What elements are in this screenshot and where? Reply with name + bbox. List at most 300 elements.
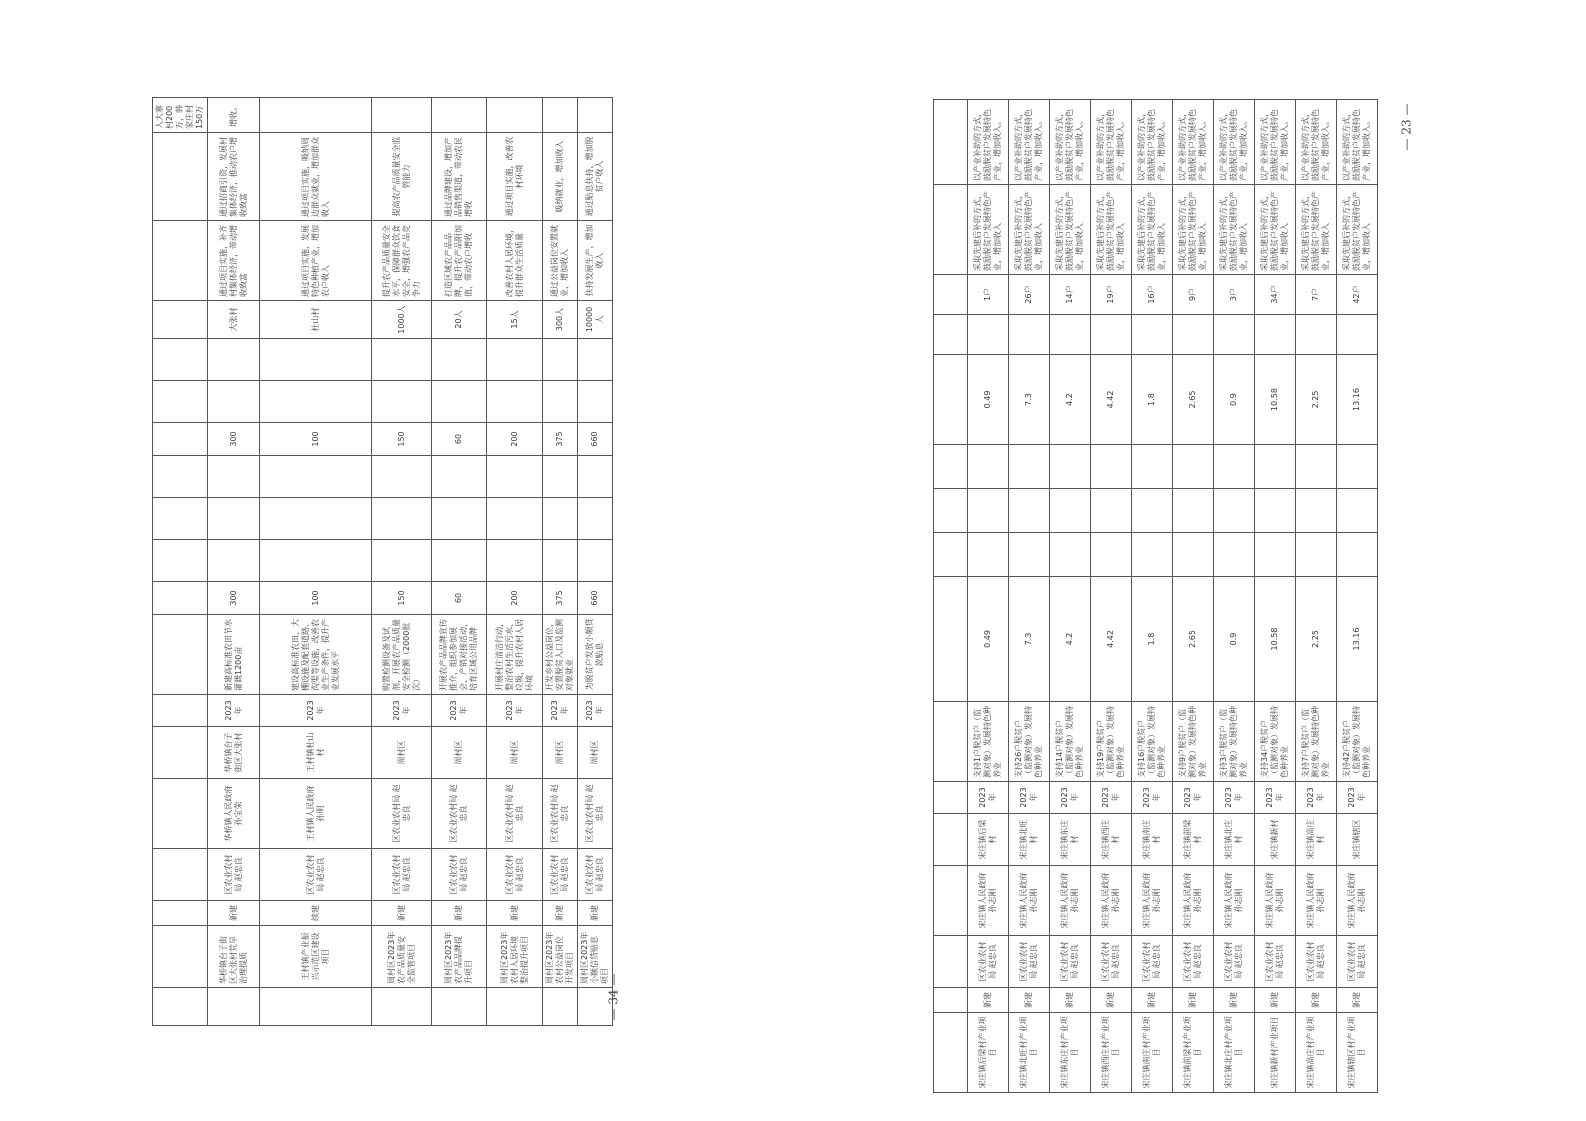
right-project-table	[933, 99, 1378, 1093]
table-cell: 2023年	[1132, 782, 1173, 814]
table-cell	[1296, 315, 1337, 355]
table-row	[1091, 100, 1132, 1093]
table-cell	[153, 540, 208, 582]
table-cell	[432, 498, 487, 540]
table-cell: 建设高标准农田、大棚设施及配套道路、沟渠等设施，改善农业生产条件，提升产业发展水平	[260, 615, 372, 695]
table-cell: 宋庄镇南庄村	[1132, 814, 1173, 866]
table-cell: 宋庄镇北旺村	[1009, 814, 1050, 866]
table-cell	[1214, 315, 1255, 355]
table-cell	[208, 540, 260, 582]
table-cell: 新建	[1214, 988, 1255, 1013]
table-cell: 4.42	[1091, 355, 1132, 445]
table-cell: 宋庄镇北庄村	[1214, 814, 1255, 866]
table-cell: 新建	[208, 901, 260, 926]
table-cell: 10.58	[1255, 355, 1296, 445]
table-cell	[1091, 315, 1132, 355]
table-cell	[153, 498, 208, 540]
table-cell: 宋庄镇后梁村	[968, 814, 1009, 866]
table-cell: 新建	[1296, 988, 1337, 1013]
table-cell	[153, 849, 208, 901]
table-cell	[153, 456, 208, 498]
table-cell: 宋庄镇西庄村产业项目	[1091, 1013, 1132, 1093]
table-cell: 采取先建后补的方式，鼓励脱贫户发展特色产业，增加收入	[1255, 185, 1296, 275]
table-cell: 吸纳就业，增加收入	[543, 133, 578, 221]
table-cell: 以产业补助的方式，鼓励脱贫户发展特色产业，增加收入。	[1050, 100, 1091, 185]
table-cell: 0.9	[1214, 577, 1255, 702]
table-cell	[153, 615, 208, 695]
table-cell	[487, 98, 543, 133]
table-cell	[934, 355, 968, 445]
table-cell: 宋庄镇东庄村	[1050, 814, 1091, 866]
table-cell: 1户	[968, 275, 1009, 315]
right-page	[793, 0, 1586, 1121]
table-cell: 宋庄镇北庄村产业项目	[1214, 1013, 1255, 1093]
table-cell: 采取先建后补的方式，鼓励脱贫户发展特色产业，增加收入	[1009, 185, 1050, 275]
table-cell: 通过贴息扶持，增加脱贫户收入	[578, 133, 613, 221]
table-cell: 14户	[1050, 275, 1091, 315]
table-cell: 华桥镇台子街区大张村	[208, 727, 260, 779]
table-cell	[153, 133, 208, 221]
table-cell: 0.49	[968, 355, 1009, 445]
table-cell: 购置检测设备及试剂，开展农产品质量安全检测（2000批次）	[372, 615, 432, 695]
table-cell	[578, 98, 613, 133]
table-cell: 19户	[1091, 275, 1132, 315]
table-cell	[578, 339, 613, 381]
table-cell	[934, 315, 968, 355]
table-cell: 开展农产品品牌宣传推介，组织参加展会、产销对接活动，培育区域公用品牌	[432, 615, 487, 695]
table-cell: 改善农村人居环境，提升群众生活质量	[487, 221, 543, 301]
table-cell	[153, 901, 208, 926]
table-cell	[260, 540, 372, 582]
table-cell	[372, 98, 432, 133]
table-cell	[1009, 315, 1050, 355]
table-cell	[372, 339, 432, 381]
table-cell: 2023年	[260, 695, 372, 727]
table-cell: 宋庄镇人民政府 孙志刚	[1255, 866, 1296, 936]
table-cell: 宋庄镇新村	[1255, 814, 1296, 866]
table-cell: 支持9户脱贫户（监测对象）发展特色种养业	[1173, 702, 1214, 782]
table-cell: 2.25	[1296, 355, 1337, 445]
table-cell: 周村区	[432, 727, 487, 779]
table-cell: 新建	[1009, 988, 1050, 1013]
table-row	[1214, 100, 1255, 1093]
table-cell: 宋庄镇人民政府 孙志刚	[1296, 866, 1337, 936]
table-cell	[543, 540, 578, 582]
table-cell	[1132, 533, 1173, 577]
table-cell: 宋庄镇人民政府 孙志刚	[1337, 866, 1378, 936]
table-cell: 支持16户脱贫户（监测对象）发展特色种养业	[1132, 702, 1173, 782]
table-cell	[1050, 533, 1091, 577]
table-cell	[1255, 489, 1296, 533]
table-cell: 2023年	[1050, 782, 1091, 814]
table-cell	[543, 339, 578, 381]
table-cell: 区农业农村局 赵忠良	[1173, 936, 1214, 988]
table-cell	[968, 489, 1009, 533]
table-cell: 区农业农村局 赵忠良	[260, 849, 372, 901]
table-cell: 0.9	[1214, 355, 1255, 445]
table-cell	[1255, 533, 1296, 577]
table-cell: 周村区2023年农村公益岗位开发项目	[543, 926, 578, 988]
table-cell: 新建	[432, 901, 487, 926]
table-cell: 通过项目实施，补齐村集体经济，带动增收致富	[208, 221, 260, 301]
table-cell: 2023年	[543, 695, 578, 727]
table-cell	[487, 498, 543, 540]
table-cell: 周村区2023年农产品质量安全监管项目	[372, 926, 432, 988]
table-cell: 支持14户脱贫户（监测对象）发展特色种养业	[1050, 702, 1091, 782]
table-cell: 区农业农村局 赵忠良	[372, 779, 432, 849]
table-cell: 通过项目实施，改善农村环境	[487, 133, 543, 221]
table-cell	[543, 456, 578, 498]
table-cell	[1296, 489, 1337, 533]
table-cell	[934, 936, 968, 988]
table-cell: 周村区2023年农村人居环境整治提升项目	[487, 926, 543, 988]
table-cell: 通过品牌建设，增加产品销售渠道，带动农民增收	[432, 133, 487, 221]
table-cell	[1255, 445, 1296, 489]
table-cell: 新建	[1255, 988, 1296, 1013]
table-cell: 300人	[543, 301, 578, 339]
table-cell: 300	[208, 423, 260, 456]
table-cell: 支持3户脱贫户（监测对象）发展特色种养业	[1214, 702, 1255, 782]
table-cell: 区农业农村局 赵忠良	[1337, 936, 1378, 988]
table-cell	[260, 456, 372, 498]
table-cell: 宋庄镇人民政府 孙志刚	[1132, 866, 1173, 936]
table-cell: 4.2	[1050, 355, 1091, 445]
table-cell: 通过招商引资，发展村集体经济，推动农户增收致富	[208, 133, 260, 221]
table-cell: 660	[578, 423, 613, 456]
table-cell: 375	[543, 423, 578, 456]
table-cell: 新建	[968, 988, 1009, 1013]
table-cell: 区农业农村局 赵忠良	[578, 849, 613, 901]
table-cell: 2023年	[1009, 782, 1050, 814]
table-cell: 200	[487, 582, 543, 615]
table-cell: 为脱贫户发放小额贷款贴息	[578, 615, 613, 695]
table-cell: 新建	[578, 901, 613, 926]
table-cell: 采取先建后补的方式，鼓励脱贫户发展特色产业，增加收入	[1050, 185, 1091, 275]
table-cell: 区农业农村局 赵忠良	[1296, 936, 1337, 988]
table-cell: 375	[543, 582, 578, 615]
table-cell	[487, 988, 543, 1026]
table-cell: 采取先建后补的方式，鼓励脱贫户发展特色产业，增加收入	[1132, 185, 1173, 275]
table-cell: 2023年	[432, 695, 487, 727]
table-cell: 新建	[1337, 988, 1378, 1013]
table-cell	[934, 702, 968, 782]
table-cell	[1173, 445, 1214, 489]
table-cell	[578, 540, 613, 582]
table-cell: 2023年	[487, 695, 543, 727]
table-cell	[1214, 533, 1255, 577]
table-cell: 2.25	[1296, 577, 1337, 702]
table-row	[1050, 100, 1091, 1093]
table-cell: 采取先建后补的方式，鼓励脱贫户发展特色产业，增加收入	[1214, 185, 1255, 275]
table-cell	[1132, 445, 1173, 489]
left-project-table	[152, 97, 613, 1026]
table-cell: 区农业农村局 赵忠良	[487, 849, 543, 901]
table-cell: 150	[372, 582, 432, 615]
right-table-rotated	[933, 100, 1378, 1093]
table-cell: 周村区2023年小额信贷贴息项目	[578, 926, 613, 988]
table-cell: 支持34户脱贫户（监测对象）发展特色种养业	[1255, 702, 1296, 782]
table-cell	[153, 926, 208, 988]
table-cell: 扶持发展生产，增加收入	[578, 221, 613, 301]
table-cell: 以产业补助的方式，鼓励脱贫户发展特色产业，增加收入。	[1009, 100, 1050, 185]
table-row	[1009, 100, 1050, 1093]
table-cell	[487, 381, 543, 423]
table-cell	[153, 423, 208, 456]
table-cell	[432, 456, 487, 498]
table-cell: 宋庄镇东庄村产业项目	[1050, 1013, 1091, 1093]
table-cell: 王村镇产业振兴示范区建设项目	[260, 926, 372, 988]
table-row	[578, 98, 613, 1026]
table-cell: 1.8	[1132, 355, 1173, 445]
table-cell: 宋庄镇西庄村	[1091, 814, 1132, 866]
table-row	[487, 98, 543, 1026]
table-cell: 周村区	[578, 727, 613, 779]
table-cell	[432, 98, 487, 133]
table-cell: 10.58	[1255, 577, 1296, 702]
table-cell	[260, 498, 372, 540]
table-cell: 开发乡村公益岗位，安置脱贫人口及监测对象就业	[543, 615, 578, 695]
table-row	[968, 100, 1009, 1093]
table-cell	[1173, 489, 1214, 533]
table-cell: 王村镇杜山村	[260, 727, 372, 779]
table-cell: 2023年	[372, 695, 432, 727]
table-cell	[578, 498, 613, 540]
table-cell: 华桥镇人民政府 孙宝荣	[208, 779, 260, 849]
table-cell: 宋庄镇人民政府 孙志刚	[1173, 866, 1214, 936]
table-cell: 宋庄镇后梁村产业项目	[968, 1013, 1009, 1093]
table-cell: 支持19户脱贫户（监测对象）发展特色种养业	[1091, 702, 1132, 782]
table-cell: 打造区域农产品品牌，提升农产品附加值，带动农户增收	[432, 221, 487, 301]
table-cell: 周村区	[543, 727, 578, 779]
table-cell	[1173, 315, 1214, 355]
table-cell: 区农业农村局 赵忠良	[1009, 936, 1050, 988]
table-cell: 2023年	[1214, 782, 1255, 814]
table-cell	[934, 782, 968, 814]
table-cell	[372, 540, 432, 582]
table-cell: 9户	[1173, 275, 1214, 315]
table-cell	[487, 456, 543, 498]
table-cell: 通过项目实施，吸纳周边群众就业，增加群众收入	[260, 133, 372, 221]
table-cell: 新建	[1050, 988, 1091, 1013]
table-cell	[432, 988, 487, 1026]
table-cell: 开展村庄清洁行动，整治农村生活污水、垃圾，提升农村人居环境	[487, 615, 543, 695]
table-cell: 宋庄镇南庄村产业项目	[1132, 1013, 1173, 1093]
table-row	[1132, 100, 1173, 1093]
left-table-rotated	[152, 100, 613, 1026]
table-cell: 区农业农村局 赵忠良	[1214, 936, 1255, 988]
table-cell: 2023年	[578, 695, 613, 727]
table-cell	[153, 779, 208, 849]
table-cell	[934, 988, 968, 1013]
table-row	[432, 98, 487, 1026]
table-cell: 100	[260, 582, 372, 615]
table-row	[260, 98, 372, 1026]
table-cell: 提高农产品质量安全监管能力	[372, 133, 432, 221]
table-cell	[260, 988, 372, 1026]
table-cell	[543, 498, 578, 540]
table-cell	[432, 339, 487, 381]
table-cell: 34户	[1255, 275, 1296, 315]
table-cell: 续建	[260, 901, 372, 926]
table-cell: 7户	[1296, 275, 1337, 315]
table-row	[1173, 100, 1214, 1093]
table-cell: 大张村	[208, 301, 260, 339]
table-cell	[1132, 489, 1173, 533]
table-cell: 13.16	[1337, 355, 1378, 445]
table-cell: 区农业农村局 赵忠良	[1050, 936, 1091, 988]
table-cell	[153, 381, 208, 423]
table-cell	[372, 988, 432, 1026]
table-cell: 以产业补助的方式，鼓励脱贫户发展特色产业，增加收入。	[1132, 100, 1173, 185]
table-cell	[543, 381, 578, 423]
table-cell: 采取先建后补的方式，鼓励脱贫户发展特色产业，增加收入	[1173, 185, 1214, 275]
table-cell	[1009, 489, 1050, 533]
table-cell	[1337, 445, 1378, 489]
table-cell: 王村镇人民政府 孙明	[260, 779, 372, 849]
table-cell: 宋庄镇人民政府 孙志刚	[1214, 866, 1255, 936]
table-cell: 2023年	[1337, 782, 1378, 814]
table-cell	[934, 533, 968, 577]
table-cell	[153, 582, 208, 615]
table-cell: 周村区2023年农产品品牌提升项目	[432, 926, 487, 988]
table-row	[1255, 100, 1296, 1093]
table-cell	[934, 866, 968, 936]
table-cell: 20人	[432, 301, 487, 339]
table-cell	[208, 498, 260, 540]
table-cell: 新建	[372, 901, 432, 926]
table-cell	[153, 695, 208, 727]
table-cell	[372, 381, 432, 423]
table-cell	[1009, 533, 1050, 577]
table-cell: 660	[578, 582, 613, 615]
table-cell	[968, 533, 1009, 577]
table-row	[372, 98, 432, 1026]
table-cell: 华桥镇台子街区大张村荒旱治理提质	[208, 926, 260, 988]
table-cell	[208, 988, 260, 1026]
table-cell	[934, 275, 968, 315]
table-row	[543, 98, 578, 1026]
table-cell: 采取先建后补的方式，鼓励脱贫户发展特色产业，增加收入	[1337, 185, 1378, 275]
table-cell: 2023年	[208, 695, 260, 727]
table-cell: 以产业补助的方式，鼓励脱贫户发展特色产业，增加收入。	[1255, 100, 1296, 185]
table-cell: 宋庄镇新村产业项目	[1255, 1013, 1296, 1093]
table-cell: 宋庄镇北旺村产业项目	[1009, 1013, 1050, 1093]
table-cell: 区农业农村局 赵忠良	[1255, 936, 1296, 988]
table-cell: 2023年	[968, 782, 1009, 814]
table-cell: 区农业农村局 赵忠良	[1132, 936, 1173, 988]
table-cell: 300	[208, 582, 260, 615]
table-cell: 以产业补助的方式，鼓励脱贫户发展特色产业，增加收入。	[1337, 100, 1378, 185]
table-cell	[1050, 489, 1091, 533]
table-cell: 区农业农村局 赵忠良	[432, 779, 487, 849]
table-cell	[1214, 489, 1255, 533]
table-cell: 7.3	[1009, 355, 1050, 445]
table-cell: 16户	[1132, 275, 1173, 315]
table-cell: 周村区	[372, 727, 432, 779]
table-cell: 宋庄镇人民政府 孙志刚	[968, 866, 1009, 936]
table-cell: 支持7户脱贫户（监测对象）发展特色种养业	[1296, 702, 1337, 782]
table-cell: 以产业补助的方式，鼓励脱贫户发展特色产业，增加收入。	[1173, 100, 1214, 185]
table-cell: 支持26户脱贫户（监测对象）发展特色种养业	[1009, 702, 1050, 782]
table-cell	[372, 498, 432, 540]
table-cell: 区农业农村局 赵忠良	[372, 849, 432, 901]
table-cell	[578, 456, 613, 498]
table-cell: 2023年	[1296, 782, 1337, 814]
table-cell: 2023年	[1255, 782, 1296, 814]
table-cell: 新建	[1132, 988, 1173, 1013]
table-row	[208, 98, 260, 1026]
table-cell: 提升农产品质量安全水平，保障群众饮食安全，增强农产品竞争力	[372, 221, 432, 301]
table-cell: 新建	[487, 901, 543, 926]
table-cell: 60	[432, 423, 487, 456]
table-row	[934, 100, 968, 1093]
table-cell: 2023年	[1091, 782, 1132, 814]
table-cell: 宋庄镇高庄村产业项目	[1296, 1013, 1337, 1093]
table-row	[153, 98, 208, 1026]
table-cell	[208, 456, 260, 498]
table-cell: 3户	[1214, 275, 1255, 315]
table-row	[1337, 100, 1378, 1093]
table-cell: 通过项目实施，发展特色种植产业，增加农户收入	[260, 221, 372, 301]
table-cell: 以产业补助的方式，鼓励脱贫户发展特色产业，增加收入。	[1214, 100, 1255, 185]
table-cell	[968, 315, 1009, 355]
table-cell	[260, 339, 372, 381]
table-cell	[432, 381, 487, 423]
table-cell: 宋庄镇高庄村	[1296, 814, 1337, 866]
table-cell: 10000人	[578, 301, 613, 339]
table-cell	[153, 301, 208, 339]
table-cell	[153, 727, 208, 779]
page-number-right: — 23 —	[1399, 103, 1414, 151]
table-cell: 新建高标准农田节水灌溉1200亩	[208, 615, 260, 695]
table-cell	[578, 381, 613, 423]
table-cell	[934, 100, 968, 185]
table-cell: 采取先建后补的方式，鼓励脱贫户发展特色产业，增加收入	[1091, 185, 1132, 275]
table-cell	[543, 98, 578, 133]
table-cell	[1132, 315, 1173, 355]
table-cell	[208, 381, 260, 423]
table-cell	[543, 988, 578, 1026]
table-cell	[1091, 445, 1132, 489]
table-cell: 宋庄镇人民政府 孙志刚	[1009, 866, 1050, 936]
table-cell: 区农业农村局 赵忠良	[968, 936, 1009, 988]
table-cell	[487, 540, 543, 582]
table-cell: 1000人	[372, 301, 432, 339]
table-cell: 以产业补助的方式，鼓励脱贫户发展特色产业，增加收入。	[968, 100, 1009, 185]
table-cell: 2.65	[1173, 577, 1214, 702]
table-cell: 26户	[1009, 275, 1050, 315]
table-cell: 100	[260, 423, 372, 456]
table-cell: 宋庄镇前梁村产业项目	[1173, 1013, 1214, 1093]
table-cell: 以产业补助的方式，鼓励脱贫户发展特色产业，增加收入。	[1091, 100, 1132, 185]
table-cell: 新建	[543, 901, 578, 926]
table-cell	[1296, 445, 1337, 489]
table-cell: 0.49	[968, 577, 1009, 702]
table-cell	[1050, 315, 1091, 355]
table-cell: 新建	[1173, 988, 1214, 1013]
table-cell: 宋庄镇人民政府 孙志刚	[1050, 866, 1091, 936]
table-cell	[432, 540, 487, 582]
table-cell	[1337, 533, 1378, 577]
table-cell: 宋庄镇前梁村	[1173, 814, 1214, 866]
table-cell	[1337, 315, 1378, 355]
table-cell: 区农业农村局 赵忠良	[1091, 936, 1132, 988]
table-cell: 2.65	[1173, 355, 1214, 445]
table-cell: 4.2	[1050, 577, 1091, 702]
table-cell: 区农业农村局 赵忠良	[578, 779, 613, 849]
table-cell: 采取先建后补的方式，鼓励脱贫户发展特色产业，增加收入	[1296, 185, 1337, 275]
table-cell	[968, 445, 1009, 489]
